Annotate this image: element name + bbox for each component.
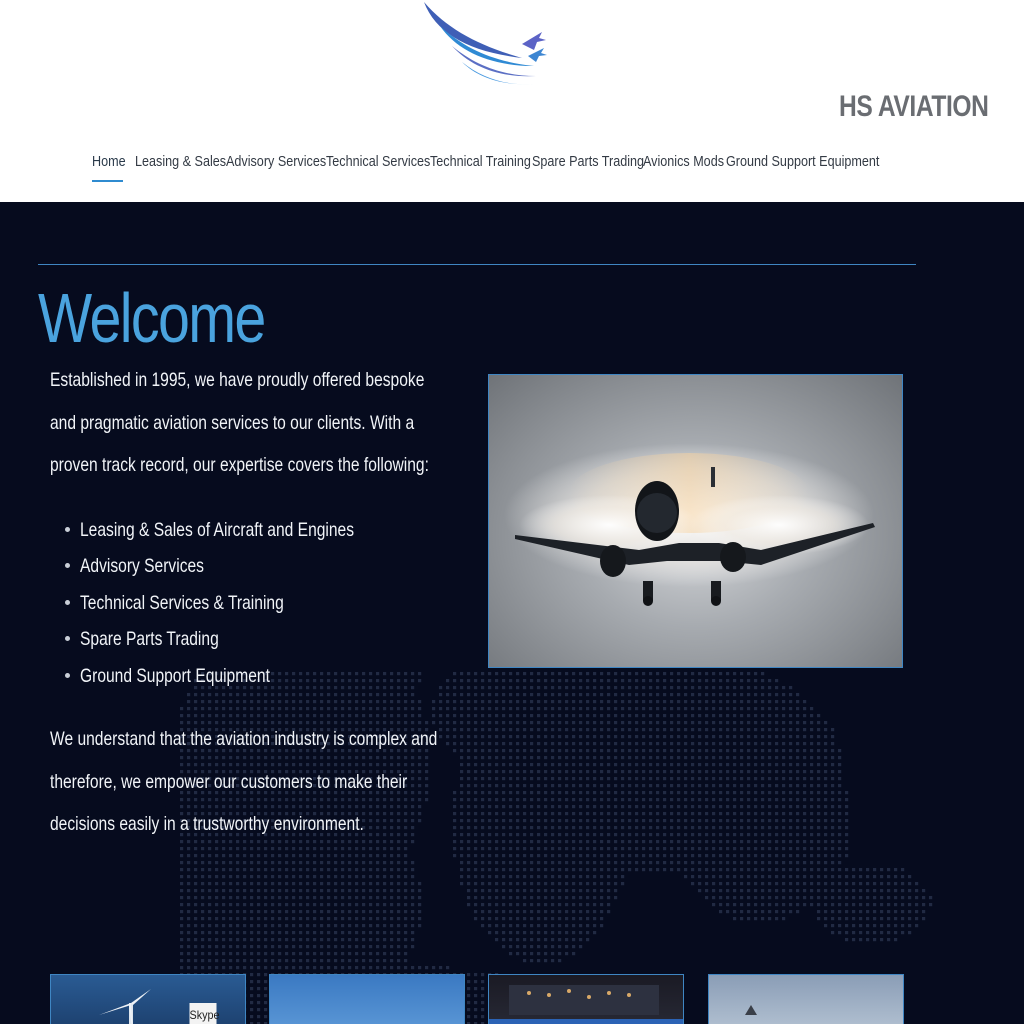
intro-paragraph: Established in 1995, we have proudly offered bespoke and pragmatic aviation services to our clients. With a proven track record, our expertise covers the following: <box>50 369 429 476</box>
nav-advisory-services[interactable]: Advisory Services <box>226 153 327 170</box>
thumbnail-aircraft[interactable] <box>708 974 904 1024</box>
bullet-icon <box>65 600 70 605</box>
nav-technical-training[interactable]: Technical Training <box>430 153 531 170</box>
page-title: Welcome <box>38 279 265 357</box>
bullet-icon <box>65 673 70 678</box>
closing-paragraph: We understand that the aviation industry is complex and therefore, we empower our customers to make their decisions easily in a trustworthy environment. <box>50 728 438 835</box>
brand-name: HS AVIATION <box>839 90 989 123</box>
nav-home[interactable] <box>92 150 126 182</box>
nav-spare-parts-trading[interactable]: Spare Parts Trading <box>532 153 645 170</box>
thumbnail-sky[interactable] <box>269 974 465 1024</box>
hero-aircraft-image <box>488 374 903 668</box>
skype-label: Skype <box>190 1003 217 1024</box>
thumbnail-wind-turbine[interactable] <box>50 974 246 1024</box>
section-divider <box>38 264 916 265</box>
thumbnail-cockpit[interactable] <box>488 974 684 1024</box>
main-content: Welcome Established in 1995, we have proudly offered bespoke and pragmatic aviation services to our clients. With a proven track record, our expertise covers the following: Leasing & Sales of Aircraft and Engines Advisory Services Technical Services & Training Spare Parts Trading Ground Support Equipment We understand that the aviation industry is complex and therefore, we empower our customers to make their decisions easily in a trustworthy environment. Skype <box>0 202 1024 1024</box>
nav-avionics-mods[interactable]: Avionics Mods <box>643 153 725 170</box>
logo[interactable] <box>418 0 989 128</box>
nav-leasing-sales[interactable]: Leasing & Sales <box>135 153 227 170</box>
nav-home-label: Home <box>92 153 126 170</box>
nav-ground-support-equipment[interactable]: Ground Support Equipment <box>726 153 880 170</box>
nav-technical-services[interactable]: Technical Services <box>326 153 431 170</box>
bullet-icon <box>65 527 70 532</box>
logo-swoosh-icon <box>418 0 550 96</box>
site-header <box>0 0 1024 202</box>
nav-active-underline <box>92 180 123 182</box>
